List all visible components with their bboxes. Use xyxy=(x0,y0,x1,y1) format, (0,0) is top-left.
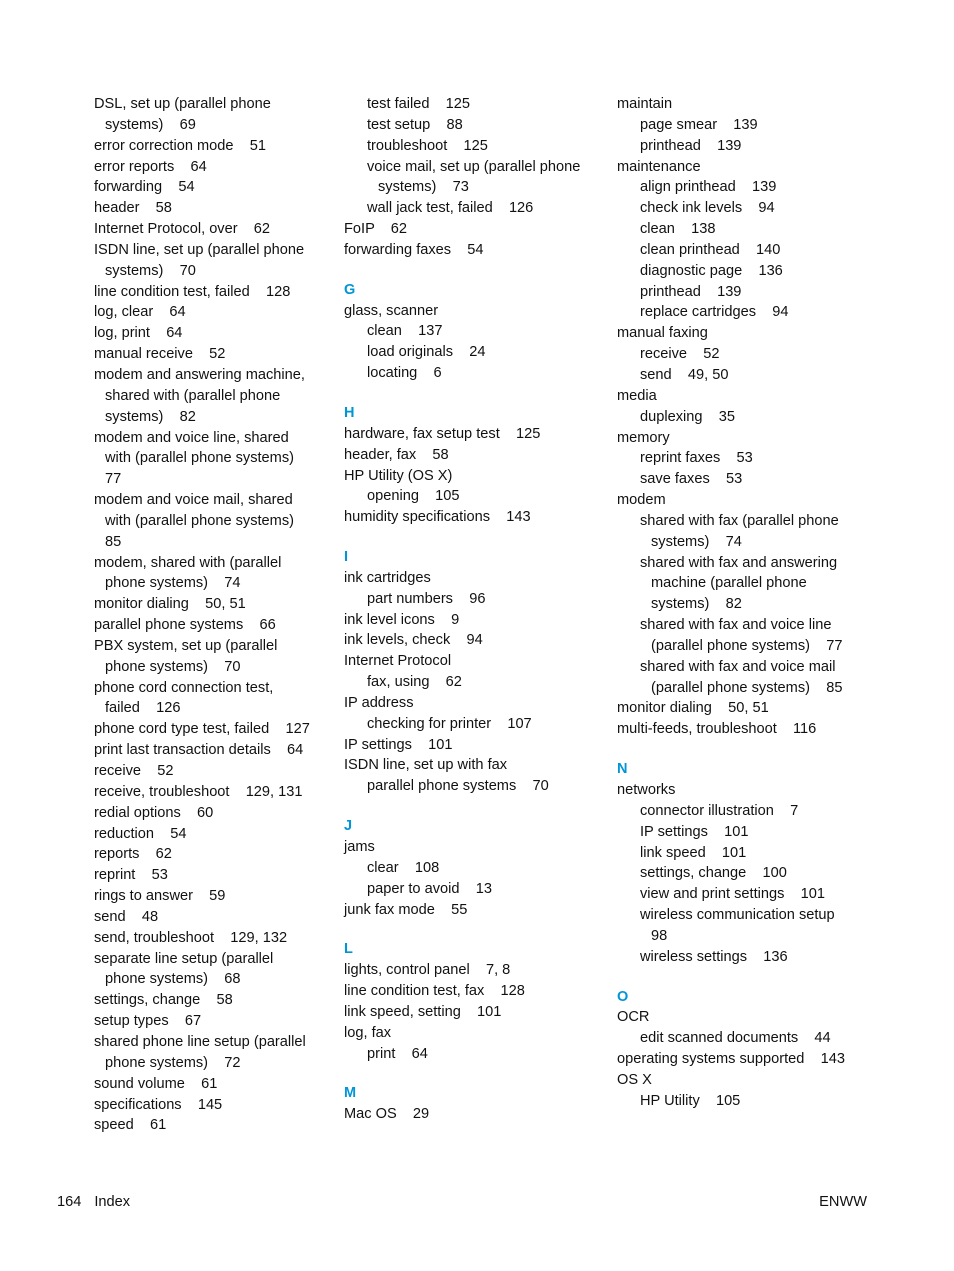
index-column-2 xyxy=(344,94,604,1125)
index-letter-heading: I xyxy=(344,549,349,566)
index-entry: reduction 54 xyxy=(94,825,187,842)
index-entry: link speed, setting 101 xyxy=(344,1003,502,1020)
index-entry: send, troubleshoot 129, 132 xyxy=(94,929,288,946)
index-subentry: shared with fax and answering xyxy=(640,554,838,571)
index-entry: OCR xyxy=(617,1009,650,1026)
index-subentry: view and print settings 101 xyxy=(640,886,825,903)
index-entry: Internet Protocol xyxy=(344,653,452,670)
index-entry: log, clear 64 xyxy=(94,304,186,321)
index-subentry: settings, change 100 xyxy=(640,865,787,882)
index-column-3 xyxy=(617,94,862,1112)
index-entry: shared phone line setup (parallel xyxy=(94,1033,306,1050)
index-subentry: HP Utility 105 xyxy=(640,1092,741,1109)
index-subentry: receive 52 xyxy=(640,346,720,363)
index-entry: ISDN line, set up (parallel phone xyxy=(94,241,305,258)
index-subentry: phone systems) 68 xyxy=(105,971,241,988)
index-entry: Internet Protocol, over 62 xyxy=(94,221,271,238)
index-letter-heading: O xyxy=(617,988,629,1005)
index-subentry: systems) 69 xyxy=(105,116,196,133)
index-subentry: wireless communication setup xyxy=(640,907,835,924)
index-entry: monitor dialing 50, 51 xyxy=(617,700,769,717)
section-name: Index xyxy=(94,1194,131,1210)
index-letter-heading: G xyxy=(344,281,356,298)
index-subentry: IP settings 101 xyxy=(640,823,749,840)
index-entry: phone cord type test, failed 127 xyxy=(94,721,310,738)
index-subentry: test setup 88 xyxy=(367,116,463,133)
index-subentry: machine (parallel phone xyxy=(651,575,807,592)
index-entry: header, fax 58 xyxy=(344,446,449,463)
index-subentry: clean 137 xyxy=(367,323,443,340)
index-subentry: page smear 139 xyxy=(640,116,758,133)
index-subentry: shared with (parallel phone xyxy=(105,387,281,404)
index-letter-heading: J xyxy=(344,818,353,835)
index-subentry: reprint faxes 53 xyxy=(640,450,753,467)
index-entry: error reports 64 xyxy=(94,158,207,175)
index-subentry: load originals 24 xyxy=(367,344,486,361)
index-subentry: systems) 73 xyxy=(378,179,469,196)
index-entry: modem and voice mail, shared xyxy=(94,492,293,509)
index-entry: forwarding 54 xyxy=(94,179,195,196)
index-subentry: shared with fax and voice line xyxy=(640,617,832,634)
index-column-1 xyxy=(94,94,329,1136)
index-entry: reports 62 xyxy=(94,846,172,863)
index-entry: phone cord connection test, xyxy=(94,679,274,696)
index-entry: monitor dialing 50, 51 xyxy=(94,596,246,613)
index-subentry: locating 6 xyxy=(367,365,442,382)
index-subentry: voice mail, set up (parallel phone xyxy=(367,158,581,175)
index-entry: error correction mode 51 xyxy=(94,137,266,154)
index-entry: multi-feeds, troubleshoot 116 xyxy=(617,721,817,738)
index-entry: rings to answer 59 xyxy=(94,888,226,905)
index-entry: modem, shared with (parallel xyxy=(94,554,282,571)
index-entry: log, print 64 xyxy=(94,325,183,342)
index-subentry: part numbers 96 xyxy=(367,590,486,607)
index-entry: memory xyxy=(617,429,670,446)
index-subentry: fax, using 62 xyxy=(367,674,462,691)
index-subentry: paper to avoid 13 xyxy=(367,880,492,897)
index-subentry: phone systems) 70 xyxy=(105,658,241,675)
index-entry: humidity specifications 143 xyxy=(344,509,531,526)
index-entry: PBX system, set up (parallel xyxy=(94,637,278,654)
index-subentry: with (parallel phone systems) xyxy=(105,450,294,467)
index-subentry: check ink levels 94 xyxy=(640,200,775,217)
index-entry: ink level icons 9 xyxy=(344,611,460,628)
index-subentry: test failed 125 xyxy=(367,96,471,112)
index-entry: media xyxy=(617,387,657,404)
index-subentry: clear 108 xyxy=(367,859,440,876)
footer-left xyxy=(57,1192,130,1212)
index-subentry: phone systems) 72 xyxy=(105,1054,241,1071)
index-subentry: opening 105 xyxy=(367,488,460,505)
index-entry: sound volume 61 xyxy=(94,1075,218,1092)
index-entry: lights, control panel 7, 8 xyxy=(344,962,511,979)
index-subentry: phone systems) 74 xyxy=(105,575,241,592)
index-entry: setup types 67 xyxy=(94,1013,202,1030)
index-subentry: shared with fax (parallel phone xyxy=(640,512,839,529)
index-entry: send 48 xyxy=(94,908,159,925)
index-entry: maintenance xyxy=(617,158,701,175)
index-subentry: edit scanned documents 44 xyxy=(640,1030,831,1047)
index-subentry: clean printhead 140 xyxy=(640,241,781,258)
index-subentry: diagnostic page 136 xyxy=(640,262,783,279)
index-entry: speed 61 xyxy=(94,1117,167,1134)
index-subentry: systems) 82 xyxy=(651,596,742,613)
index-letter-heading: M xyxy=(344,1085,357,1102)
index-subentry: printhead 139 xyxy=(640,137,742,154)
index-entry: print last transaction details 64 xyxy=(94,742,304,759)
index-entry: line condition test, fax 128 xyxy=(344,983,525,1000)
index-entry: OS X xyxy=(617,1071,652,1088)
index-entry: FoIP 62 xyxy=(344,221,408,238)
index-subentry: checking for printer 107 xyxy=(367,715,532,732)
index-subentry: connector illustration 7 xyxy=(640,802,799,819)
index-subentry: clean 138 xyxy=(640,221,716,238)
index-subentry: systems) 70 xyxy=(105,262,196,279)
index-letter-heading: N xyxy=(617,761,628,778)
footer-doc-code: ENWW xyxy=(819,1194,867,1210)
index-subentry: align printhead 139 xyxy=(640,179,777,196)
index-entry: maintain xyxy=(617,96,673,112)
index-entry: IP settings 101 xyxy=(344,736,453,753)
index-entry: hardware, fax setup test 125 xyxy=(344,425,541,442)
index-entry: glass, scanner xyxy=(344,302,439,319)
index-entry: manual receive 52 xyxy=(94,346,226,363)
index-entry: modem and answering machine, xyxy=(94,366,305,383)
index-entry: ISDN line, set up with fax xyxy=(344,757,508,774)
index-entry: networks xyxy=(617,782,676,798)
index-subentry: 98 xyxy=(651,927,668,944)
index-entry: receive 52 xyxy=(94,763,174,779)
index-letter-heading: L xyxy=(344,941,353,958)
index-entry: modem xyxy=(617,492,666,509)
index-subentry: duplexing 35 xyxy=(640,408,735,425)
index-subentry: send 49, 50 xyxy=(640,366,729,383)
index-entry: junk fax mode 55 xyxy=(344,901,468,918)
index-subentry: failed 126 xyxy=(105,700,181,717)
index-subentry: shared with fax and voice mail xyxy=(640,658,836,675)
index-entry: manual faxing xyxy=(617,325,708,342)
index-entry: log, fax xyxy=(344,1024,392,1041)
index-entry: ink levels, check 94 xyxy=(344,632,483,649)
index-subentry: systems) 74 xyxy=(651,533,742,550)
index-entry: DSL, set up (parallel phone xyxy=(94,96,271,112)
index-subentry: save faxes 53 xyxy=(640,471,743,488)
index-subentry: (parallel phone systems) 77 xyxy=(651,637,843,654)
index-subentry: wireless settings 136 xyxy=(640,948,788,965)
index-entry: settings, change 58 xyxy=(94,992,233,1009)
index-letter-heading: H xyxy=(344,404,355,421)
index-subentry: 85 xyxy=(105,533,122,550)
index-entry: receive, troubleshoot 129, 131 xyxy=(94,783,303,800)
index-entry: jams xyxy=(344,839,375,855)
index-entry: line condition test, failed 128 xyxy=(94,283,291,300)
index-entry: forwarding faxes 54 xyxy=(344,241,484,258)
index-subentry: 77 xyxy=(105,471,122,488)
index-entry: specifications 145 xyxy=(94,1096,223,1113)
index-subentry: parallel phone systems 70 xyxy=(367,778,549,795)
index-subentry: with (parallel phone systems) xyxy=(105,512,294,529)
index-entry: redial options 60 xyxy=(94,804,214,821)
index-subentry: systems) 82 xyxy=(105,408,196,425)
page-number: 164 xyxy=(57,1194,82,1210)
index-entry: separate line setup (parallel xyxy=(94,950,274,967)
index-subentry: troubleshoot 125 xyxy=(367,137,488,154)
index-subentry: wall jack test, failed 126 xyxy=(367,200,534,217)
index-entry: header 58 xyxy=(94,200,172,217)
index-subentry: link speed 101 xyxy=(640,844,747,861)
index-subentry: print 64 xyxy=(367,1045,428,1062)
index-entry: Mac OS 29 xyxy=(344,1106,430,1123)
index-subentry: printhead 139 xyxy=(640,283,742,300)
index-subentry: (parallel phone systems) 85 xyxy=(651,679,843,696)
index-entry: parallel phone systems 66 xyxy=(94,617,276,634)
index-entry: IP address xyxy=(344,694,414,711)
index-subentry: replace cartridges 94 xyxy=(640,304,789,321)
index-entry: ink cartridges xyxy=(344,569,431,586)
index-entry: reprint 53 xyxy=(94,867,168,884)
index-entry: HP Utility (OS X) xyxy=(344,467,453,484)
index-entry: modem and voice line, shared xyxy=(94,429,289,446)
index-entry: operating systems supported 143 xyxy=(617,1051,845,1068)
